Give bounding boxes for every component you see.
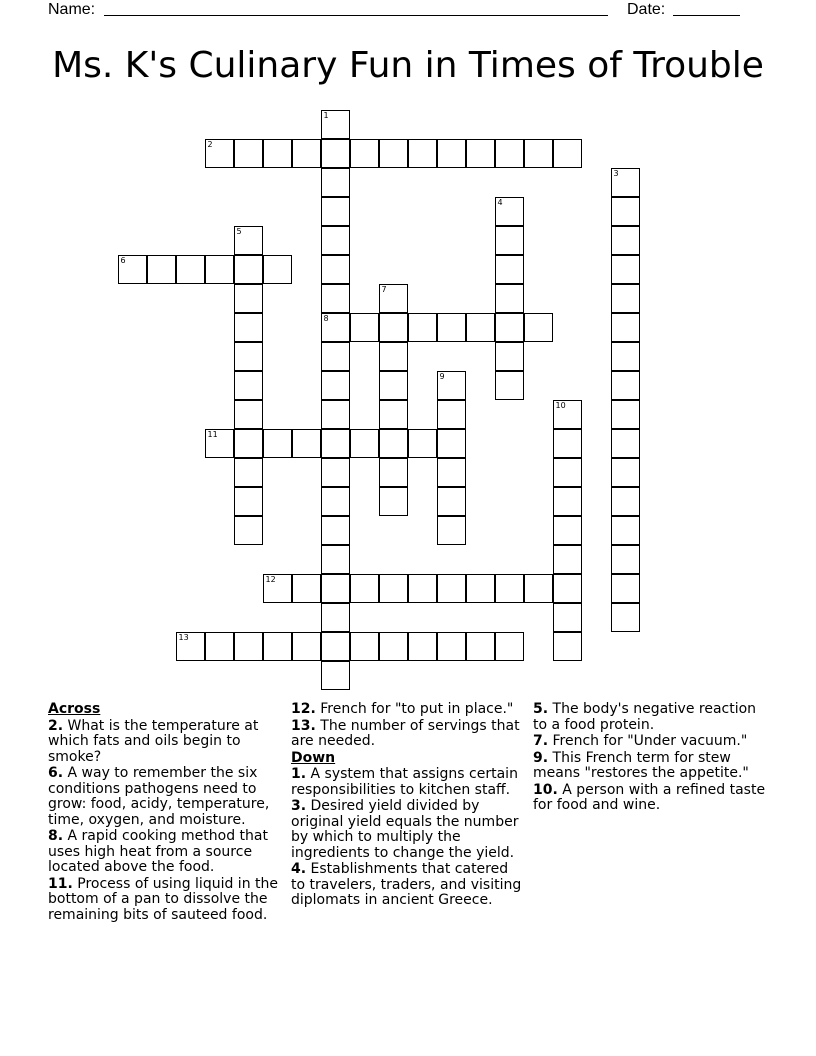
- crossword-cell[interactable]: [553, 400, 582, 429]
- clue-number-label: 5.: [533, 701, 549, 717]
- crossword-cell[interactable]: [553, 516, 582, 545]
- clue-number: 3: [613, 169, 619, 178]
- crossword-cell[interactable]: [321, 313, 350, 342]
- crossword-cell[interactable]: [553, 574, 582, 603]
- crossword-cell[interactable]: [292, 139, 321, 168]
- crossword-cell[interactable]: [495, 284, 524, 313]
- crossword-cell[interactable]: [379, 313, 408, 342]
- crossword-cell[interactable]: [292, 429, 321, 458]
- crossword-cell[interactable]: [379, 342, 408, 371]
- crossword-cell[interactable]: [437, 632, 466, 661]
- clue-text: French for "to put in place.": [320, 701, 514, 717]
- crossword-cell[interactable]: [611, 429, 640, 458]
- crossword-cell[interactable]: [234, 429, 263, 458]
- crossword-cell[interactable]: [495, 255, 524, 284]
- crossword-cell[interactable]: [263, 632, 292, 661]
- crossword-cell[interactable]: [524, 139, 553, 168]
- crossword-cell[interactable]: [553, 632, 582, 661]
- crossword-cell[interactable]: [350, 632, 379, 661]
- clue-text: What is the temperature at which fats and oils begin to smoke?: [48, 717, 259, 765]
- crossword-cell[interactable]: [234, 632, 263, 661]
- crossword-cell[interactable]: [321, 168, 350, 197]
- crossword-cell[interactable]: [234, 458, 263, 487]
- clue-text: A rapid cooking method that uses high heat from a source located above the food.: [48, 828, 268, 875]
- crossword-cell[interactable]: [350, 574, 379, 603]
- clue-text: Establishments that catered to travelers, traders, and visiting diplomats in ancient Greece.: [291, 861, 522, 908]
- crossword-cell[interactable]: [437, 429, 466, 458]
- crossword-cell[interactable]: [553, 429, 582, 458]
- crossword-cell[interactable]: [321, 458, 350, 487]
- crossword-cell[interactable]: [234, 313, 263, 342]
- crossword-cell[interactable]: [176, 255, 205, 284]
- crossword-cell[interactable]: [495, 342, 524, 371]
- clue-number-label: 11.: [48, 875, 73, 892]
- crossword-cell[interactable]: [379, 458, 408, 487]
- crossword-cell[interactable]: [611, 168, 640, 197]
- clue-item: [291, 719, 525, 750]
- crossword-cell[interactable]: [611, 255, 640, 284]
- clue-item: [533, 751, 769, 782]
- clue-text: The body's negative reaction to a food protein.: [533, 701, 757, 733]
- crossword-cell[interactable]: [611, 487, 640, 516]
- clue-number-label: 9.: [533, 749, 549, 766]
- crossword-cell[interactable]: [321, 429, 350, 458]
- crossword-cell[interactable]: [408, 632, 437, 661]
- crossword-cell[interactable]: [234, 139, 263, 168]
- crossword-cell[interactable]: [611, 603, 640, 632]
- crossword-cell[interactable]: [408, 139, 437, 168]
- crossword-cell[interactable]: [205, 139, 234, 168]
- clue-item: [533, 734, 769, 750]
- crossword-cell[interactable]: [437, 574, 466, 603]
- crossword-cell[interactable]: [611, 313, 640, 342]
- clue-item: [533, 702, 769, 733]
- clue-number-label: 1.: [291, 766, 307, 782]
- clue-text: French for "Under vacuum.": [552, 733, 748, 749]
- crossword-cell[interactable]: [321, 400, 350, 429]
- crossword-cell[interactable]: [611, 574, 640, 603]
- crossword-cell[interactable]: [263, 139, 292, 168]
- crossword-cell[interactable]: [437, 400, 466, 429]
- clue-number: 7: [381, 285, 387, 294]
- clue-item: [291, 702, 525, 718]
- crossword-cell[interactable]: [321, 603, 350, 632]
- name-label: Name:: [48, 1, 96, 18]
- crossword-cell[interactable]: [611, 342, 640, 371]
- crossword-cell[interactable]: [408, 574, 437, 603]
- crossword-cell[interactable]: [379, 574, 408, 603]
- clue-number-label: 13.: [291, 717, 316, 734]
- clue-number: 13: [178, 633, 189, 642]
- crossword-cell[interactable]: [321, 574, 350, 603]
- crossword-cell[interactable]: [553, 545, 582, 574]
- clue-text: Process of using liquid in the bottom of a pan to dissolve the remaining bits of sauteed food.: [48, 875, 278, 923]
- crossword-cell[interactable]: [437, 516, 466, 545]
- crossword-cell[interactable]: [321, 342, 350, 371]
- clue-number: 10: [555, 401, 566, 410]
- crossword-cell[interactable]: [263, 255, 292, 284]
- clue-number: 11: [207, 430, 218, 439]
- crossword-cell[interactable]: [437, 487, 466, 516]
- crossword-cell[interactable]: [611, 458, 640, 487]
- crossword-cell[interactable]: [611, 545, 640, 574]
- clue-item: [291, 862, 525, 909]
- clue-number: 6: [120, 256, 126, 265]
- clue-text: Desired yield divided by original yield equals the number by which to multiply the ingredients to change the yield.: [291, 798, 519, 861]
- crossword-cell[interactable]: [495, 139, 524, 168]
- crossword-cell[interactable]: [611, 284, 640, 313]
- clue-number-label: 3.: [291, 798, 307, 814]
- clue-number: 8: [323, 314, 329, 323]
- crossword-cell[interactable]: [321, 284, 350, 313]
- crossword-cell[interactable]: [524, 313, 553, 342]
- crossword-cell[interactable]: [379, 632, 408, 661]
- clue-item: [48, 719, 280, 766]
- crossword-cell[interactable]: [495, 226, 524, 255]
- crossword-cell[interactable]: [466, 574, 495, 603]
- clue-text: The number of servings that are needed.: [291, 717, 520, 749]
- clue-number-label: 12.: [291, 701, 316, 717]
- crossword-cell[interactable]: [495, 632, 524, 661]
- crossword-cell[interactable]: [234, 284, 263, 313]
- crossword-cell[interactable]: [321, 226, 350, 255]
- clue-item: [291, 767, 525, 798]
- clue-number: 1: [323, 111, 329, 120]
- crossword-cell[interactable]: [118, 255, 147, 284]
- crossword-cell[interactable]: [553, 487, 582, 516]
- clue-number: 4: [497, 198, 503, 207]
- crossword-cell[interactable]: [495, 313, 524, 342]
- crossword-cell[interactable]: [321, 661, 350, 690]
- crossword-cell[interactable]: [437, 313, 466, 342]
- crossword-cell[interactable]: [321, 371, 350, 400]
- clue-number: 12: [265, 575, 276, 584]
- clue-number-label: 2.: [48, 717, 64, 734]
- date-label: Date:: [627, 1, 666, 18]
- section-heading-down: Down: [291, 749, 336, 766]
- crossword-cell[interactable]: [466, 632, 495, 661]
- clue-column-3: [533, 702, 769, 815]
- crossword-cell[interactable]: [553, 458, 582, 487]
- crossword-cell[interactable]: [321, 110, 350, 139]
- crossword-cell[interactable]: [234, 342, 263, 371]
- crossword-cell[interactable]: [292, 574, 321, 603]
- clue-item: [48, 766, 280, 828]
- crossword-cell[interactable]: [321, 545, 350, 574]
- clue-number: 2: [207, 140, 213, 149]
- crossword-cell[interactable]: [234, 255, 263, 284]
- crossword-cell[interactable]: [408, 429, 437, 458]
- crossword-cell[interactable]: [611, 371, 640, 400]
- crossword-cell[interactable]: [379, 400, 408, 429]
- crossword-cell[interactable]: [234, 226, 263, 255]
- crossword-cell[interactable]: [205, 255, 234, 284]
- clue-text: A system that assigns certain responsibilities to kitchen staff.: [291, 766, 518, 798]
- crossword-cell[interactable]: [611, 226, 640, 255]
- clue-item: [48, 829, 280, 876]
- crossword-cell[interactable]: [553, 139, 582, 168]
- crossword-cell[interactable]: [408, 313, 437, 342]
- clue-text: This French term for stew means "restores the appetite.": [533, 749, 749, 781]
- clue-number: 5: [236, 227, 242, 236]
- crossword-cell[interactable]: [321, 139, 350, 168]
- crossword-cell[interactable]: [495, 197, 524, 226]
- crossword-cell[interactable]: [379, 371, 408, 400]
- crossword-cell[interactable]: [234, 516, 263, 545]
- crossword-cell[interactable]: [379, 284, 408, 313]
- clue-item: [533, 783, 769, 814]
- crossword-cell[interactable]: [292, 632, 321, 661]
- crossword-cell[interactable]: [176, 632, 205, 661]
- clue-column-1: [48, 702, 280, 924]
- crossword-cell[interactable]: [205, 632, 234, 661]
- crossword-cell[interactable]: [611, 400, 640, 429]
- crossword-cell[interactable]: [321, 197, 350, 226]
- crossword-cell[interactable]: [350, 429, 379, 458]
- clue-number-label: 6.: [48, 765, 64, 781]
- crossword-cell[interactable]: [350, 313, 379, 342]
- crossword-cell[interactable]: [321, 516, 350, 545]
- crossword-cell[interactable]: [205, 429, 234, 458]
- clue-number-label: 7.: [533, 733, 549, 749]
- crossword-cell[interactable]: [611, 197, 640, 226]
- crossword-cell[interactable]: [466, 313, 495, 342]
- crossword-cell[interactable]: [321, 632, 350, 661]
- clue-number-label: 8.: [48, 828, 64, 844]
- crossword-cell[interactable]: [379, 429, 408, 458]
- crossword-cell[interactable]: [234, 400, 263, 429]
- crossword-cell[interactable]: [437, 371, 466, 400]
- crossword-cell[interactable]: [495, 371, 524, 400]
- clue-text: A person with a refined taste for food and wine.: [533, 781, 766, 813]
- puzzle-title: Ms. K's Culinary Fun in Times of Trouble: [52, 45, 764, 86]
- clue-number-label: 4.: [291, 861, 307, 877]
- crossword-cell[interactable]: [234, 371, 263, 400]
- crossword-cell[interactable]: [437, 458, 466, 487]
- crossword-cell[interactable]: [263, 429, 292, 458]
- crossword-cell[interactable]: [495, 574, 524, 603]
- crossword-cell[interactable]: [466, 139, 495, 168]
- crossword-cell[interactable]: [611, 516, 640, 545]
- section-heading-across: Across: [48, 701, 101, 717]
- crossword-cell[interactable]: [379, 139, 408, 168]
- clue-item: [291, 799, 525, 861]
- crossword-cell[interactable]: [147, 255, 176, 284]
- clue-number-label: 10.: [533, 781, 558, 798]
- crossword-cell[interactable]: [263, 574, 292, 603]
- crossword-cell[interactable]: [350, 139, 379, 168]
- clue-item: [48, 877, 280, 924]
- crossword-cell[interactable]: [553, 603, 582, 632]
- crossword-cell[interactable]: [234, 487, 263, 516]
- crossword-cell[interactable]: [321, 255, 350, 284]
- crossword-cell[interactable]: [437, 139, 466, 168]
- crossword-cell[interactable]: [379, 487, 408, 516]
- crossword-cell[interactable]: [321, 487, 350, 516]
- crossword-cell[interactable]: [524, 574, 553, 603]
- clue-number: 9: [439, 372, 445, 381]
- clue-column-2: [291, 702, 525, 910]
- clue-text: A way to remember the six conditions pathogens need to grow: food, acidy, temperature, time, oxygen, and moisture.: [48, 765, 270, 828]
